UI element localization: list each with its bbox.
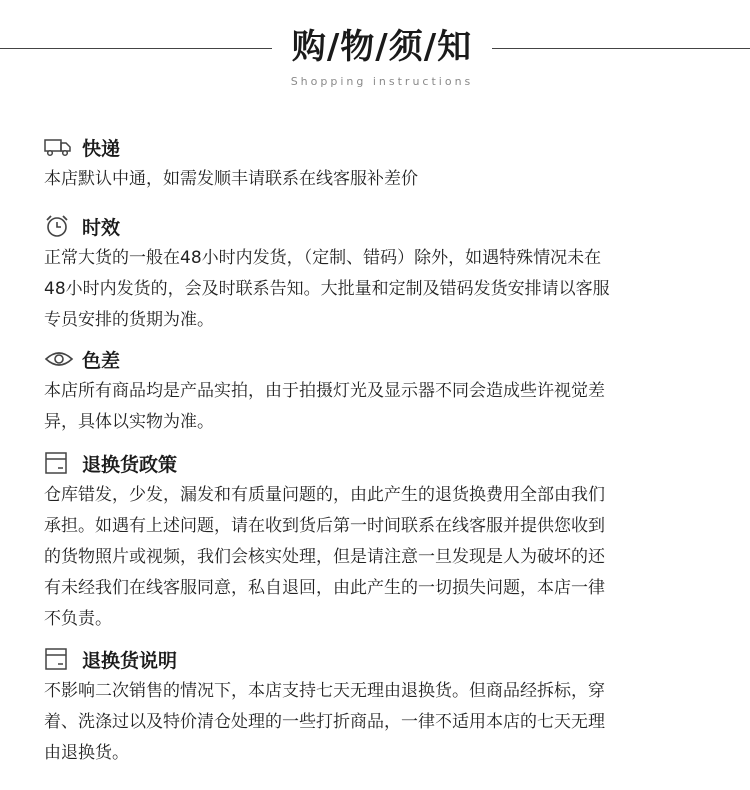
body-line: 有未经我们在线客服同意，私自退回，由此产生的一切损失问题，本店一律 xyxy=(44,578,605,598)
body-line: 的货物照片或视频，我们会核实处理，但是请注意一旦发现是人为破坏的还 xyxy=(44,547,605,567)
section-header xyxy=(44,644,684,674)
page-subtitle: Shopping instructions xyxy=(290,75,474,88)
section-body xyxy=(44,480,684,635)
body-line: 专员安排的货期为准。 xyxy=(44,310,214,330)
body-line: 不负责。 xyxy=(44,609,112,629)
body-line: 48小时内发货的，会及时联系告知。大批量和定制及错码发货安排请以客服 xyxy=(44,279,610,299)
section-color-difference xyxy=(44,344,684,438)
page-header xyxy=(0,0,750,110)
body-line: 本店默认中通，如需发顺丰请联系在线客服补差价 xyxy=(44,169,418,189)
body-line: 承担。如遇有上述问题，请在收到货后第一时间联系在线客服并提供您收到 xyxy=(44,516,605,536)
section-header xyxy=(44,211,684,241)
header-divider-right xyxy=(492,48,750,49)
box-icon xyxy=(44,646,74,672)
box-icon xyxy=(44,450,74,476)
section-title: 退换货说明 xyxy=(82,649,178,672)
section-body xyxy=(44,376,684,438)
section-title: 色差 xyxy=(82,349,121,372)
body-line: 不影响二次销售的情况下，本店支持七天无理由退换货。但商品经拆标，穿 xyxy=(44,681,605,701)
section-body xyxy=(44,164,684,195)
section-body xyxy=(44,243,684,336)
section-title: 退换货政策 xyxy=(82,453,178,476)
section-title: 时效 xyxy=(82,216,121,239)
body-line: 仓库错发，少发，漏发和有质量问题的，由此产生的退货换费用全部由我们 xyxy=(44,485,605,505)
section-header xyxy=(44,132,684,162)
section-return-policy xyxy=(44,448,684,635)
section-header xyxy=(44,344,684,374)
section-body xyxy=(44,676,684,769)
page-title: 购/物/须/知 xyxy=(291,27,473,67)
section-delivery xyxy=(44,132,684,195)
section-title: 快递 xyxy=(82,137,121,160)
truck-icon xyxy=(44,134,74,160)
body-line: 本店所有商品均是产品实拍，由于拍摄灯光及显示器不同会造成些许视觉差 xyxy=(44,381,605,401)
section-header xyxy=(44,448,684,478)
body-line: 着、洗涤过以及特价清仓处理的一些打折商品，一律不适用本店的七天无理 xyxy=(44,712,605,732)
eye-icon xyxy=(44,346,74,372)
section-return-notes xyxy=(44,644,684,769)
alarm-clock-icon xyxy=(44,213,74,239)
body-line: 正常大货的一般在48小时内发货，（定制、错码）除外，如遇特殊情况未在 xyxy=(44,248,602,268)
header-divider-left xyxy=(0,48,272,49)
body-line: 由退换货。 xyxy=(44,743,129,763)
body-line: 异，具体以实物为准。 xyxy=(44,412,214,432)
section-timeliness xyxy=(44,211,684,336)
